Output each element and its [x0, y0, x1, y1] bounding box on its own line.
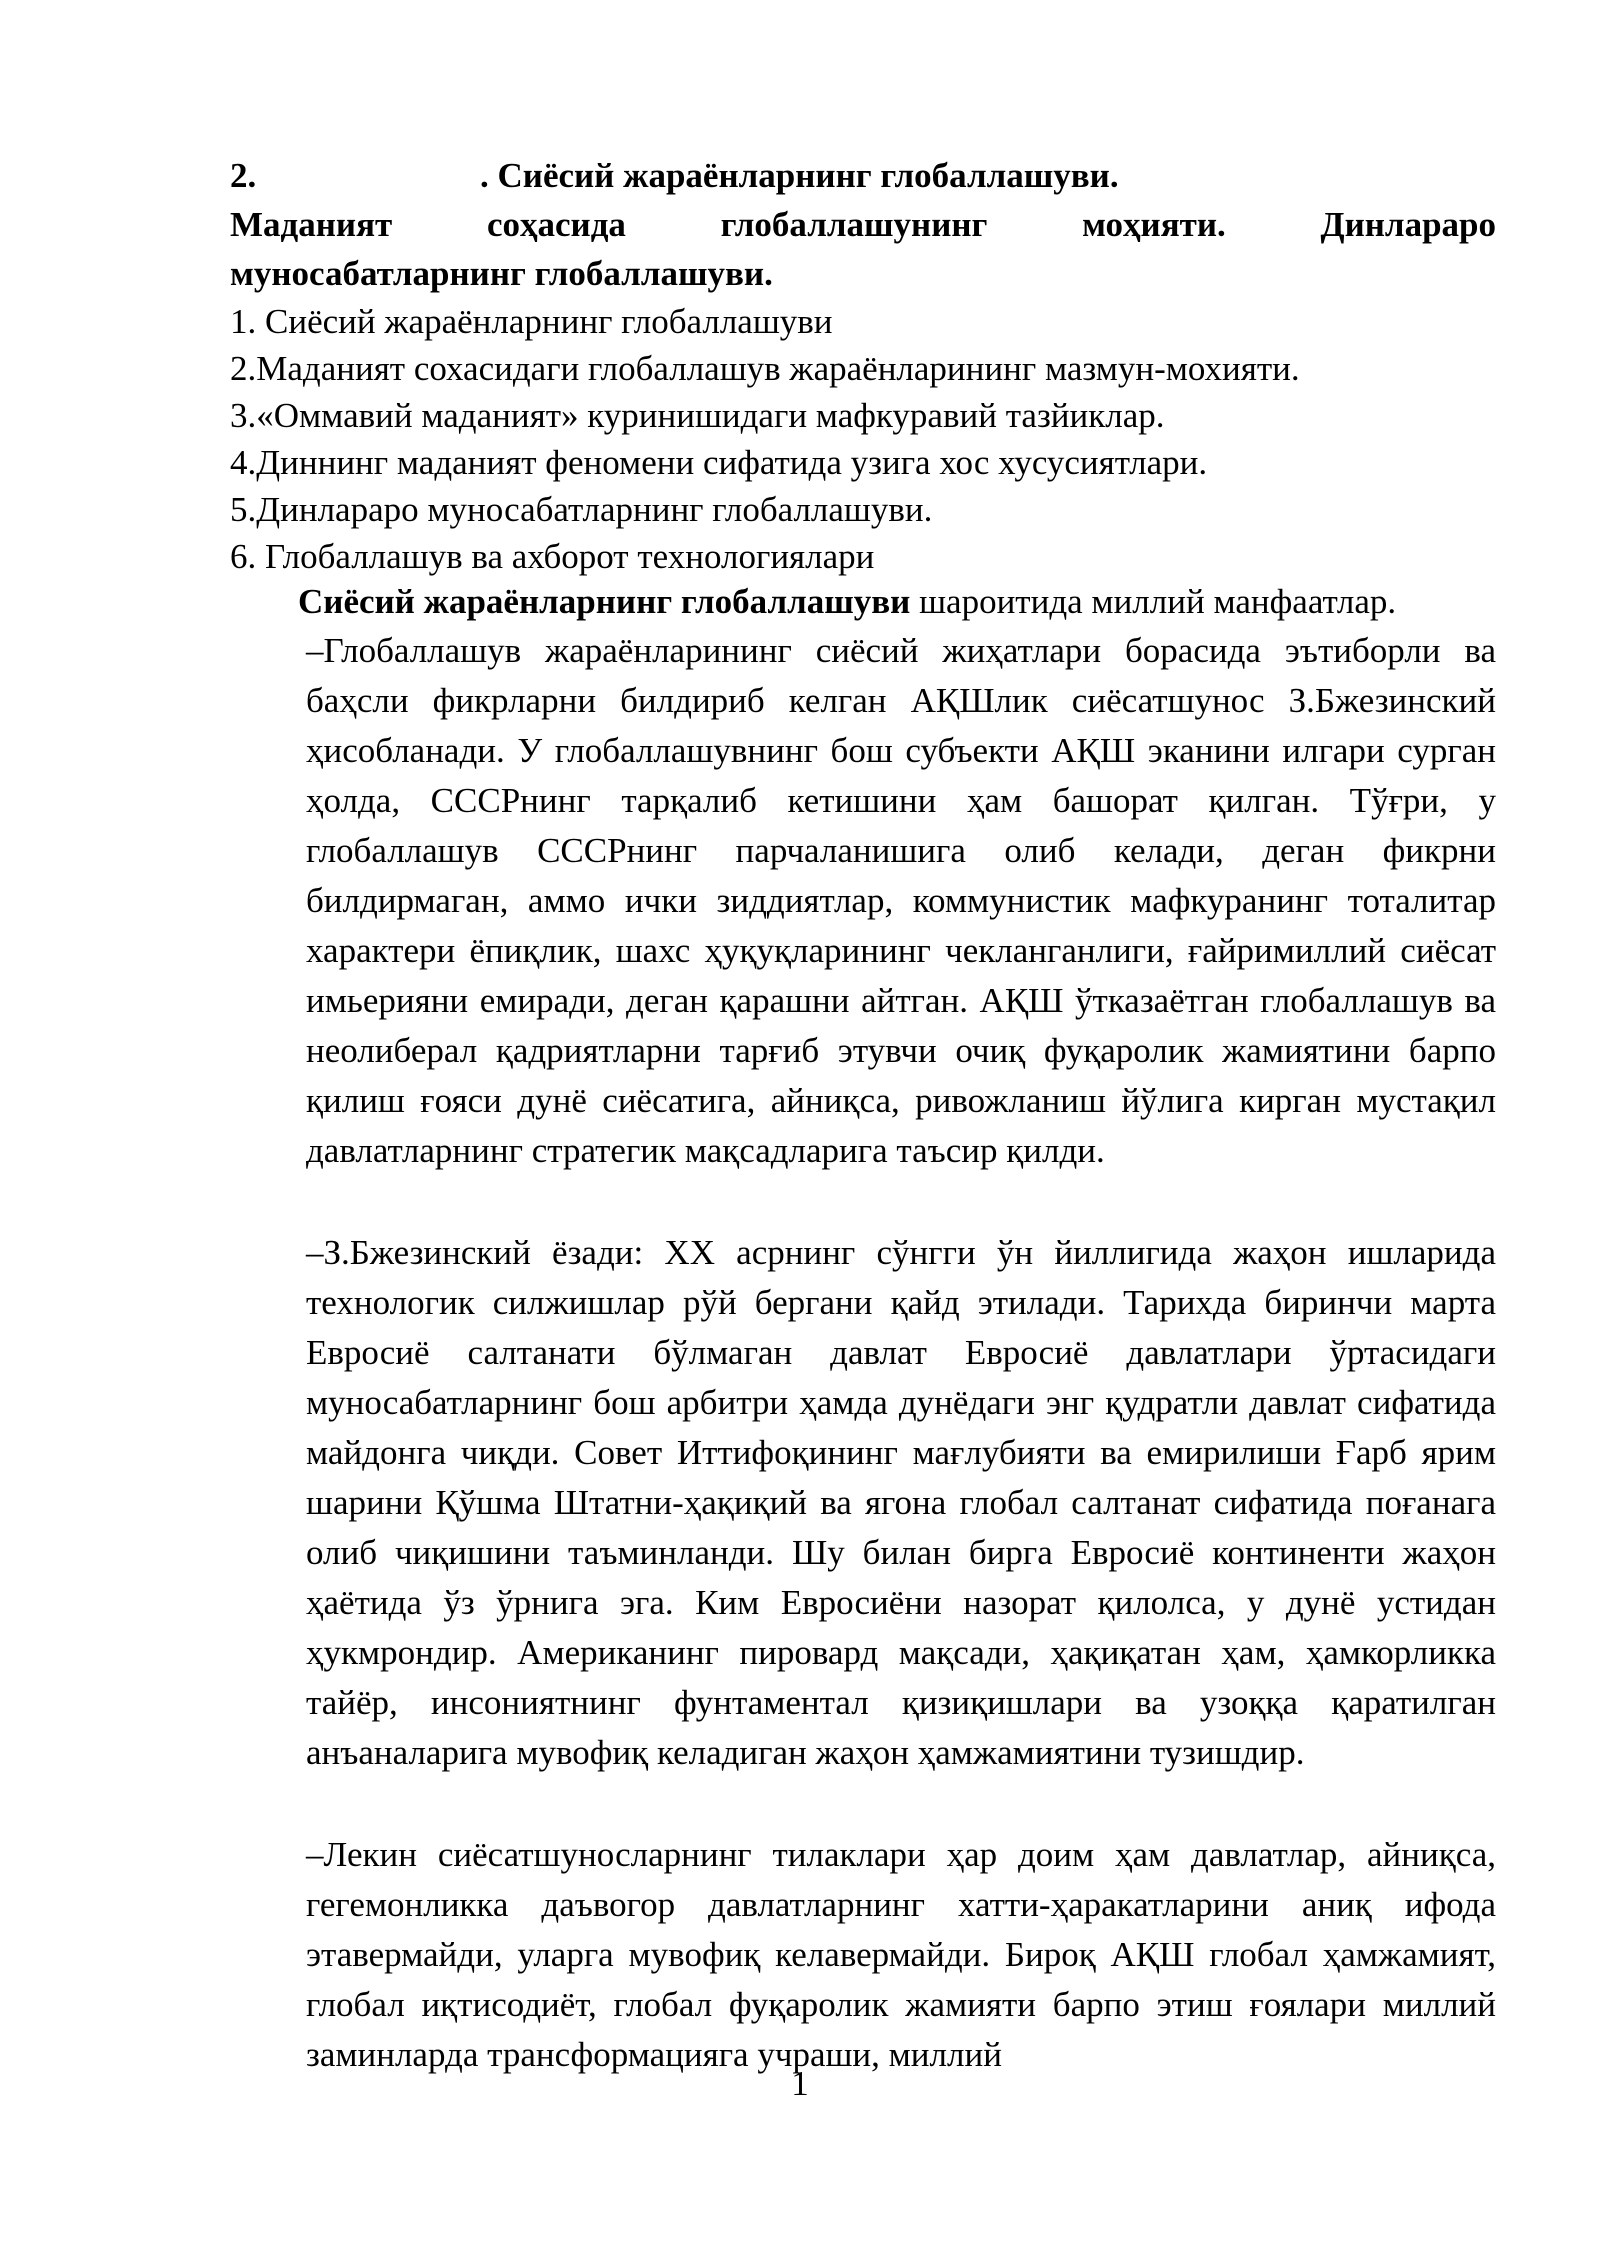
intro-bold-phrase: Сиёсий жараёнларнинг глобаллашуви: [298, 582, 911, 621]
outline-item: 1. Сиёсий жараёнларнинг глобаллашуви: [230, 302, 833, 341]
section-heading: [230, 152, 1496, 200]
body-paragraph: –Глобаллашув жараёнларининг сиёсий жиҳатлари борасида эътиборли ва баҳсли фикрларни билдириб келган АҚШлик сиёсатшунос З.Бжезинский ҳисобланади. У глобаллашувнинг бош субъекти АҚШ эканини илгари сурган ҳолда, СССРнинг тарқалиб кетишини ҳам башорат қилган. Тўғри, у глобаллашув СССРнинг парчаланишига олиб келади, деган фикрни билдирмаган, аммо ички зиддиятлар, коммунистик мафкуранинг тоталитар характери ёпиқлик, шахс ҳуқуқларининг чекланганлиги, ғайримиллий сиёсат имьерияни емиради, деган қарашни айтган. АҚШ ўтказаётган глобаллашув ва неолиберал қадриятларни тарғиб этувчи очиқ фуқаролик жамиятини барпо қилиш ғояси дунё сиёсатига, айниқса, ривожланиш йўлига кирган мустақил давлатларнинг стратегик мақсадларига таъсир қилди.: [306, 631, 1496, 1170]
intro-line: [298, 578, 1498, 626]
outline-item: 6. Глобаллашув ва ахборот технологиялари: [230, 537, 875, 576]
outline-item: 2.Маданият сохасидаги глобаллашув жараёнларининг мазмун-мохияти.: [230, 349, 1300, 388]
outline-item: 4.Диннинг маданият феномени сифатида узига хос хусусиятлари.: [230, 443, 1208, 482]
section-number: 2.: [230, 156, 257, 195]
outline-item: 5.Динлараро муносабатларнинг глобаллашуви.: [230, 490, 933, 529]
intro-rest: шароитида миллий манфаатлар.: [910, 582, 1397, 621]
section-heading-text: . Сиёсий жараёнларнинг глобаллашуви.: [480, 156, 1119, 195]
body-paragraph: –Лекин сиёсатшуносларнинг тилаклари ҳар доим ҳам давлатлар, айниқса, гегемонликка даъвогор давлатларнинг хатти-ҳаракатларини аниқ ифода этавермайди, уларга мувофиқ келавермайди. Бироқ АҚШ глобал ҳамжамият, глобал иқтисодиёт, глобал фуқаролик жамияти барпо этиш ғоялари миллий заминларда трансформацияга учраши, миллий: [306, 1835, 1496, 2074]
section-subheading: Маданият соҳасида глобаллашунинг моҳияти. Динлараро: [230, 205, 1496, 244]
outline-item: 3.«Оммавий маданият» куринишидаги мафкуравий тазйиклар.: [230, 396, 1165, 435]
section-subheading-continued: муносабатларнинг глобаллашуви.: [230, 254, 773, 293]
topic-outline: [230, 298, 1496, 580]
page-number: 1: [791, 2064, 809, 2103]
body-paragraph: –З.Бжезинский ёзади: XX асрнинг сўнгги ўн йиллигида жаҳон ишларида технологик силжишлар рўй бергани қайд этилади. Тарихда биринчи марта Евросиё салтанати бўлмаган давлат Евросиё давлатлари ўртасидаги муносабатларнинг бош арбитри ҳамда дунёдаги энг қудратли давлат сифатида майдонга чиқди. Совет Иттифоқининг мағлубияти ва емирилиши Ғарб ярим шарини Қўшма Штатни-ҳақиқий ва ягона глобал салтанат сифатида поғанага олиб чиқишини таъминланди. Шу билан бирга Евросиё континенти жаҳон ҳаётида ўз ўрнига эга. Ким Евросиёни назорат қилолса, у дунё устидан ҳукмрондир. Американинг пировард мақсади, ҳақиқатан ҳам, ҳамкорликка тайёр, инсониятнинг фунтаментал қизиқишлари ва узоққа қаратилган анъаналарига мувофиқ келадиган жаҳон ҳамжамиятини тузишдир.: [306, 1233, 1496, 1772]
